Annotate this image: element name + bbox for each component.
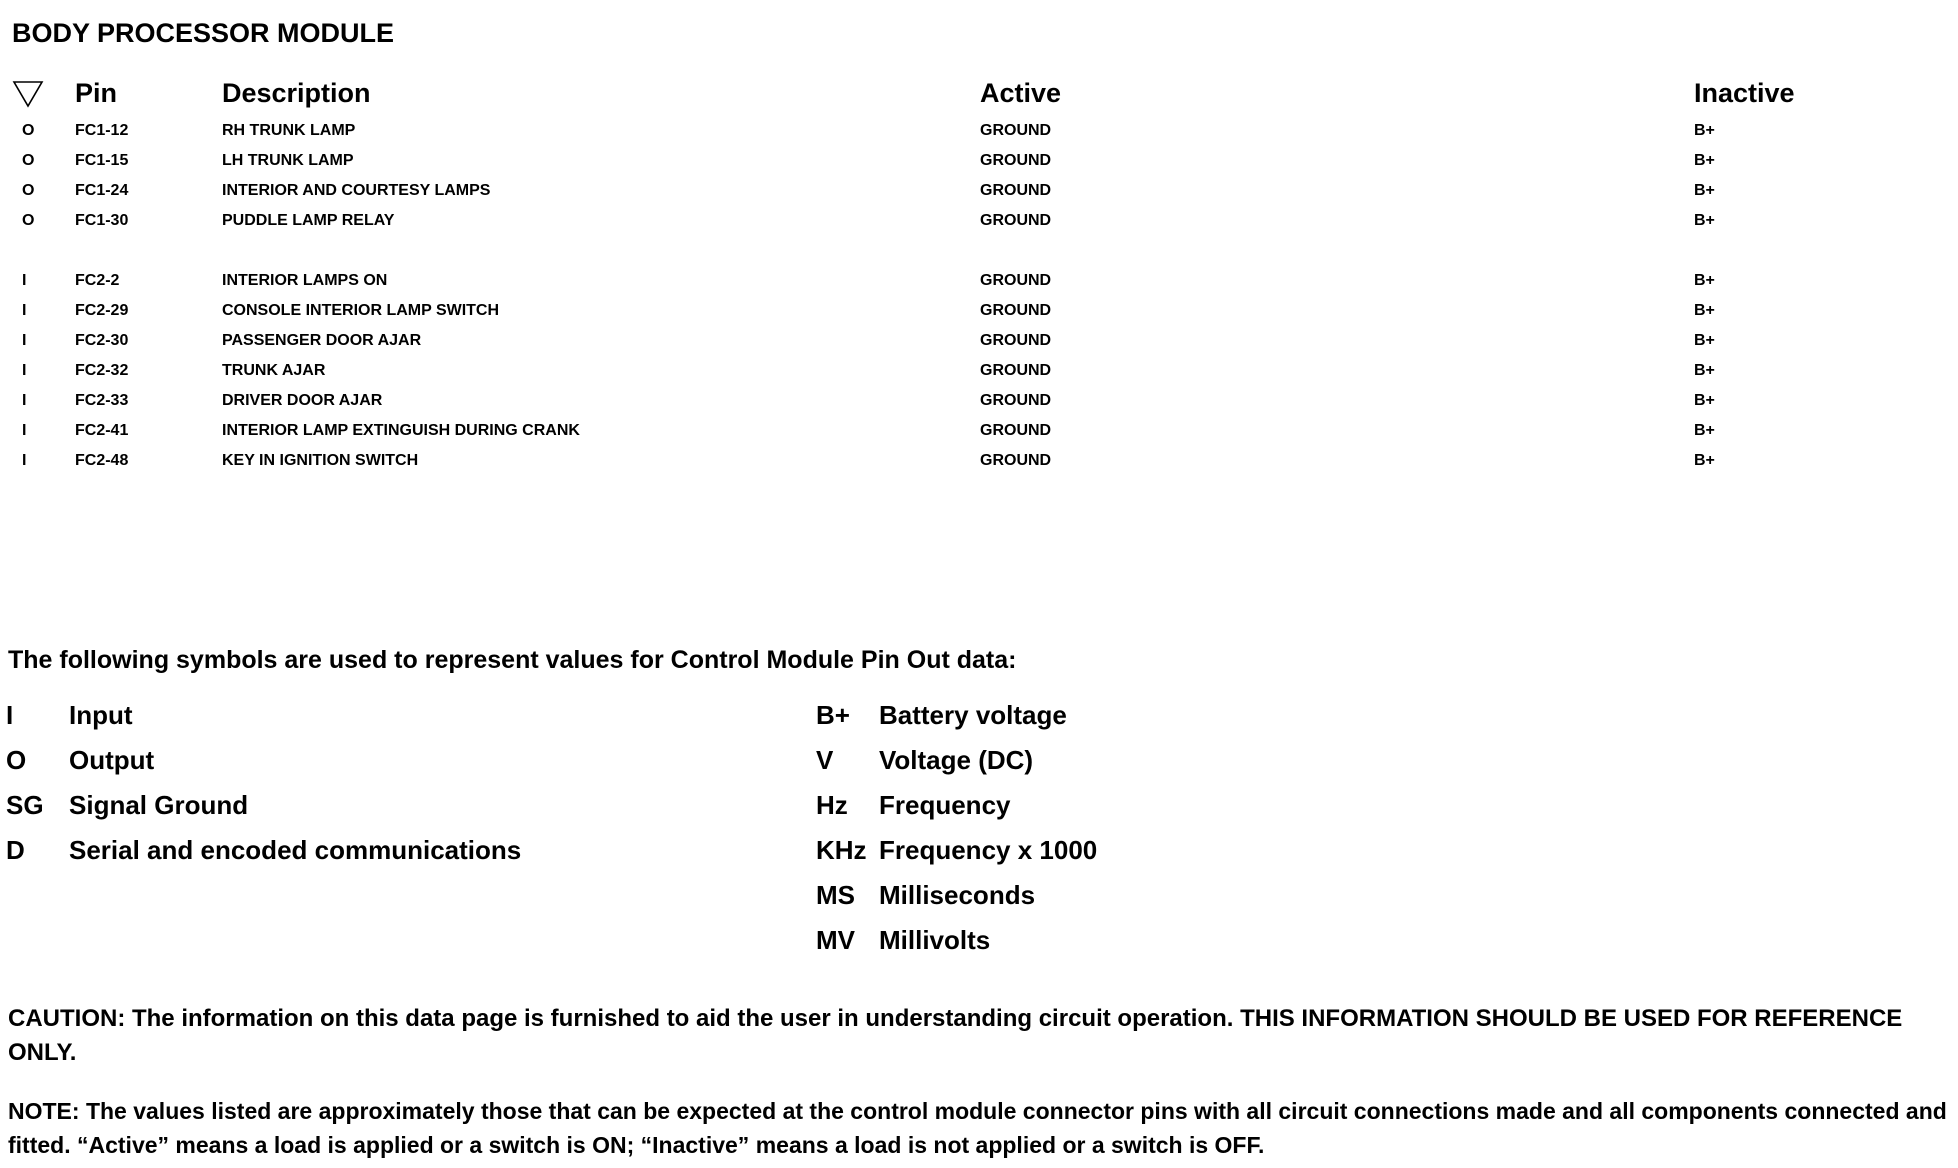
legend-symbol: MS: [816, 880, 855, 910]
header-active: Active: [980, 78, 1062, 108]
row-pin: FC2-41: [75, 422, 129, 439]
row-inactive: B+: [1694, 272, 1715, 289]
legend-symbol: I: [6, 700, 14, 730]
row-active: GROUND: [980, 152, 1052, 169]
row-description: LH TRUNK LAMP: [222, 152, 354, 169]
legend-symbol: Hz: [816, 790, 848, 820]
caution-text: CAUTION: The information on this data page is furnished to aid the user in understanding circuit operation. THIS INFORMATION SHOULD BE USED FOR REFERENCE ONLY.: [8, 1005, 1903, 1066]
legend-symbol: MV: [816, 925, 855, 955]
row-pin: FC2-48: [75, 452, 129, 469]
legend-meaning: Input: [69, 700, 133, 730]
row-io: O: [22, 152, 35, 169]
legend-meaning: Voltage (DC): [879, 745, 1034, 775]
row-description: TRUNK AJAR: [222, 362, 326, 379]
row-inactive: B+: [1694, 422, 1715, 439]
row-description: INTERIOR LAMP EXTINGUISH DURING CRANK: [222, 422, 580, 439]
row-pin: FC2-32: [75, 362, 129, 379]
row-io: O: [22, 182, 35, 199]
io-direction-triangle-icon: [12, 80, 44, 108]
legend-meaning: Milliseconds: [879, 880, 1036, 910]
table-row: [0, 152, 1958, 182]
row-pin: FC1-12: [75, 122, 129, 139]
legend-meaning: Millivolts: [879, 925, 991, 955]
row-io: O: [22, 122, 35, 139]
row-inactive: B+: [1694, 212, 1715, 229]
row-active: GROUND: [980, 212, 1052, 229]
table-row: [0, 272, 1958, 302]
row-pin: FC2-33: [75, 392, 129, 409]
legend-intro: The following symbols are used to represent values for Control Module Pin Out data:: [8, 646, 1017, 674]
table-row: [0, 182, 1958, 212]
note-text: NOTE: The values listed are approximately those that can be expected at the control module connector pins with all circuit connections made and all components connected and fitted. “Active” means a load is applied or a switch is ON; “Inactive” means a load is not applied or a switch is OFF.: [8, 1098, 1947, 1158]
row-pin: FC2-2: [75, 272, 120, 289]
pin-table: [0, 122, 1958, 482]
header-inactive: Inactive: [1694, 78, 1795, 108]
row-active: GROUND: [980, 272, 1052, 289]
row-active: GROUND: [980, 122, 1052, 139]
table-row: [0, 332, 1958, 362]
table-row: [0, 392, 1958, 422]
row-active: GROUND: [980, 332, 1052, 349]
row-active: GROUND: [980, 182, 1052, 199]
legend-meaning: Serial and encoded communications: [69, 835, 522, 865]
row-inactive: B+: [1694, 362, 1715, 379]
table-row: [0, 362, 1958, 392]
row-io: I: [22, 332, 27, 349]
table-row: [0, 422, 1958, 452]
row-description: INTERIOR AND COURTESY LAMPS: [222, 182, 491, 199]
row-description: CONSOLE INTERIOR LAMP SWITCH: [222, 302, 500, 319]
row-io: I: [22, 272, 27, 289]
legend-symbol: B+: [816, 700, 850, 730]
row-active: GROUND: [980, 422, 1052, 439]
legend-meaning: Battery voltage: [879, 700, 1067, 730]
row-inactive: B+: [1694, 332, 1715, 349]
row-io: O: [22, 212, 35, 229]
row-pin: FC1-24: [75, 182, 129, 199]
header-pin: Pin: [75, 78, 118, 108]
table-row: [0, 122, 1958, 152]
legend-symbol: SG: [6, 790, 44, 820]
legend-symbol: KHz: [816, 835, 867, 865]
row-io: I: [22, 302, 27, 319]
row-io: I: [22, 362, 27, 379]
row-inactive: B+: [1694, 122, 1715, 139]
row-io: I: [22, 452, 27, 469]
row-active: GROUND: [980, 362, 1052, 379]
row-io: I: [22, 422, 27, 439]
legend-meaning: Signal Ground: [69, 790, 249, 820]
row-description: INTERIOR LAMPS ON: [222, 272, 388, 289]
row-description: PASSENGER DOOR AJAR: [222, 332, 422, 349]
row-inactive: B+: [1694, 152, 1715, 169]
row-description: PUDDLE LAMP RELAY: [222, 212, 395, 229]
row-description: DRIVER DOOR AJAR: [222, 392, 383, 409]
table-row: [0, 212, 1958, 242]
header-description: Description: [222, 78, 371, 108]
row-inactive: B+: [1694, 182, 1715, 199]
table-row: [0, 452, 1958, 482]
row-active: GROUND: [980, 452, 1052, 469]
row-active: GROUND: [980, 302, 1052, 319]
module-title: BODY PROCESSOR MODULE: [12, 18, 395, 48]
legend-meaning: Frequency: [879, 790, 1011, 820]
row-description: RH TRUNK LAMP: [222, 122, 356, 139]
row-inactive: B+: [1694, 302, 1715, 319]
legend-symbol: D: [6, 835, 25, 865]
table-row: [0, 302, 1958, 332]
row-io: I: [22, 392, 27, 409]
legend-meaning: Output: [69, 745, 155, 775]
legend-meaning: Frequency x 1000: [879, 835, 1098, 865]
row-inactive: B+: [1694, 452, 1715, 469]
legend-symbol: V: [816, 745, 834, 775]
legend-symbol: O: [6, 745, 27, 775]
row-pin: FC2-30: [75, 332, 129, 349]
row-pin: FC2-29: [75, 302, 129, 319]
row-active: GROUND: [980, 392, 1052, 409]
row-pin: FC1-15: [75, 152, 129, 169]
row-pin: FC1-30: [75, 212, 129, 229]
row-inactive: B+: [1694, 392, 1715, 409]
row-description: KEY IN IGNITION SWITCH: [222, 452, 419, 469]
